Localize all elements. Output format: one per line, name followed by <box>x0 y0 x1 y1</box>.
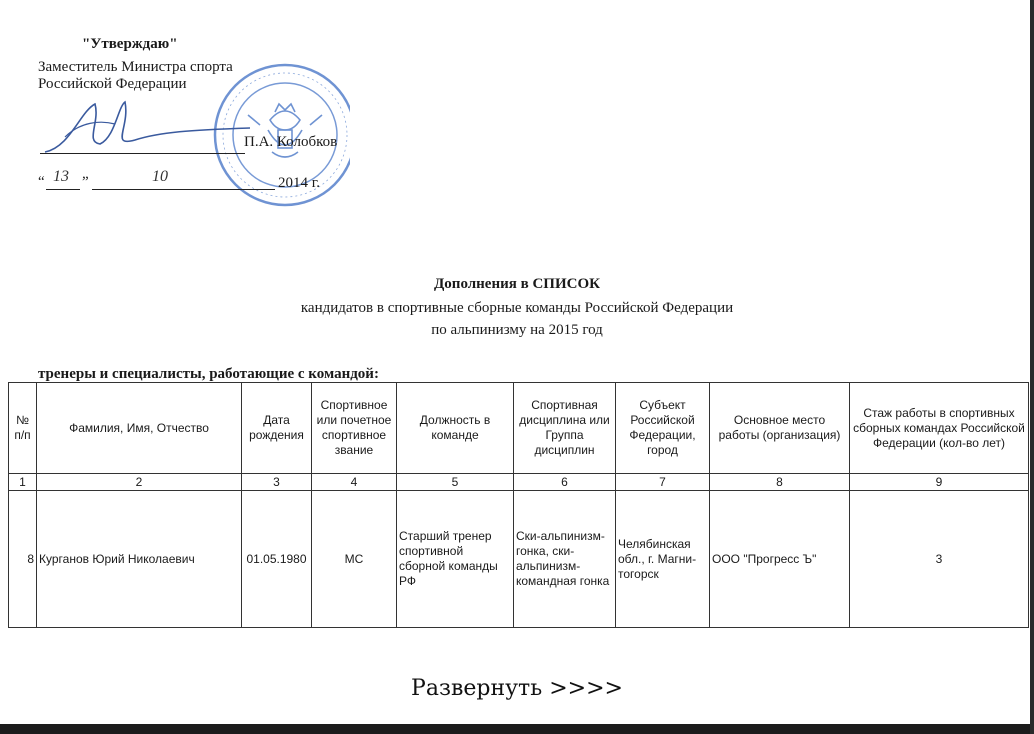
header-experience: Стаж работы в спортивных сборных командах Российской Федерации (кол-во лет) <box>850 383 1029 474</box>
cell-region: Челябинская обл., г. Магни-тогорск <box>616 491 710 628</box>
column-number-row <box>9 474 1029 491</box>
cell-birth: 01.05.1980 <box>242 491 312 628</box>
cell-num: 8 <box>9 491 37 628</box>
column-number: 8 <box>710 474 850 491</box>
header-region: Субъект Российской Федерации, город <box>616 383 710 474</box>
approval-position: Заместитель Министра спорта <box>38 59 233 75</box>
document-title: Дополнения в СПИСОК <box>433 276 601 292</box>
header-workplace: Основное место работы (организация) <box>710 383 850 474</box>
approval-organization: Российской Федерации <box>38 76 187 92</box>
signer-name: П.А. Колобков <box>244 134 338 150</box>
column-number: 5 <box>397 474 514 491</box>
candidates-table <box>8 382 1029 628</box>
approval-title: "Утверждаю" <box>82 36 178 52</box>
date-year: 2014 г. <box>278 175 320 191</box>
table-row <box>9 491 1029 628</box>
date-quote-close: ” <box>82 174 89 190</box>
column-number: 2 <box>37 474 242 491</box>
header-discipline: Спортивная дисциплина или Группа дисциплин <box>514 383 616 474</box>
header-num: № п/п <box>9 383 37 474</box>
cell-experience: 3 <box>850 491 1029 628</box>
signature-line <box>40 153 245 154</box>
cell-position: Старший тренер спортивной сборной команды РФ <box>397 491 514 628</box>
header-title: Спортивное или почетное спортивное звание <box>312 383 397 474</box>
column-number: 4 <box>312 474 397 491</box>
document-subtitle-year: по альпинизму на 2015 год <box>431 322 603 338</box>
column-number: 6 <box>514 474 616 491</box>
date-month: 10 <box>152 168 168 185</box>
cell-workplace: ООО "Прогресс Ъ" <box>710 491 850 628</box>
document-subtitle: кандидатов в спортивные сборные команды Российской Федерации <box>300 300 734 316</box>
section-title: тренеры и специалисты, работающие с командой: <box>38 366 379 382</box>
column-number: 3 <box>242 474 312 491</box>
handwritten-signature <box>40 92 260 162</box>
date-month-underline <box>92 189 275 190</box>
header-position: Должность в команде <box>397 383 514 474</box>
column-number: 1 <box>9 474 37 491</box>
column-number: 9 <box>850 474 1029 491</box>
header-birth: Дата рождения <box>242 383 312 474</box>
cell-discipline: Ски-альпинизм-гонка, ски-альпинизм-командная гонка <box>514 491 616 628</box>
header-name: Фамилия, Имя, Отчество <box>37 383 242 474</box>
date-day: 13 <box>53 168 69 185</box>
date-day-underline <box>46 189 80 190</box>
date-quote-open: “ <box>38 174 45 190</box>
table-header-row <box>9 383 1029 474</box>
cell-name: Курганов Юрий Николаевич <box>37 491 242 628</box>
right-border-bar <box>1030 0 1034 734</box>
bottom-border-bar <box>0 724 1034 734</box>
cell-title: МС <box>312 491 397 628</box>
column-number: 7 <box>616 474 710 491</box>
expand-link[interactable]: Развернуть >>>> <box>411 676 623 701</box>
